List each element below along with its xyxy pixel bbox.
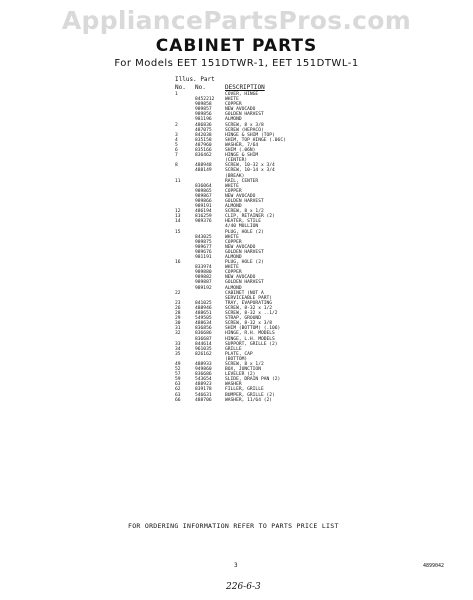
part-description: BOX, JUNCTION bbox=[225, 367, 261, 373]
col-illus-label: Illus. bbox=[175, 76, 197, 83]
illus-number: 2 bbox=[175, 122, 178, 128]
part-number: 844614 bbox=[195, 341, 212, 347]
illus-number: 5 bbox=[175, 142, 178, 148]
part-number: 989192 bbox=[195, 285, 212, 291]
part-number: 842038 bbox=[195, 132, 212, 138]
part-description: WHITE bbox=[225, 234, 239, 240]
part-number: 543654 bbox=[195, 377, 212, 383]
part-number: 488651 bbox=[195, 311, 212, 317]
part-description: RAIL, CENTER bbox=[225, 178, 259, 184]
parts-list bbox=[175, 92, 335, 403]
illus-number: 52 bbox=[175, 367, 181, 373]
part-number: 836462 bbox=[195, 153, 212, 159]
part-number: 836064 bbox=[195, 183, 212, 189]
part-description: SCREW, 8 x 1/2 bbox=[225, 209, 264, 215]
part-description: ALMOND bbox=[225, 204, 242, 210]
part-description: SCREW, 8 x 1/2 bbox=[225, 361, 264, 367]
part-description: HINGE & SHIM bbox=[225, 153, 259, 159]
part-number: 836687 bbox=[195, 336, 212, 342]
part-description: GOLDEN HARVEST bbox=[225, 249, 264, 255]
part-number: 486836 bbox=[195, 122, 212, 128]
illus-number: 4 bbox=[175, 137, 178, 143]
watermark-logo: AppliancePartsPros.com bbox=[61, 6, 412, 35]
page-number: 3 bbox=[234, 562, 238, 569]
part-description: SCREW, 10-14 x 3/4 bbox=[225, 168, 275, 174]
part-description: 4/40 MULLION bbox=[225, 224, 259, 230]
part-description: NEW AVOCADO bbox=[225, 275, 256, 281]
illus-number: 13 bbox=[175, 214, 181, 220]
part-description: ALMOND bbox=[225, 117, 242, 123]
part-description: HINGE, R.H. MODELS bbox=[225, 331, 275, 337]
part-number: 989882 bbox=[195, 275, 212, 281]
part-number: 981196 bbox=[195, 117, 212, 123]
illus-number: 26 bbox=[175, 305, 181, 311]
part-description: ALMOND bbox=[225, 255, 242, 260]
part-description: SERVICEABLE PART) bbox=[225, 295, 273, 301]
part-number: 488933 bbox=[195, 361, 212, 367]
illus-number: 31 bbox=[175, 326, 181, 332]
part-description: NEW AVOCADO bbox=[225, 107, 256, 113]
part-number: 488948 bbox=[195, 163, 212, 169]
part-description: HINGE, L.H. MODELS bbox=[225, 336, 275, 342]
illus-number: 29 bbox=[175, 316, 181, 322]
ordering-note: FOR ORDERING INFORMATION REFER TO PARTS PRICE LIST bbox=[128, 522, 339, 530]
part-description: COPPER bbox=[225, 102, 242, 108]
part-description: LEVELER (2) bbox=[225, 372, 256, 378]
illus-number: 7 bbox=[175, 153, 178, 159]
part-number: 843025 bbox=[195, 234, 212, 240]
illus-number: 59 bbox=[175, 377, 181, 383]
part-number: 835158 bbox=[195, 137, 212, 143]
page-title: CABINET PARTS bbox=[155, 36, 318, 56]
illus-number: 3 bbox=[175, 132, 178, 138]
col-description-label: DESCRIPTION bbox=[225, 84, 265, 91]
part-number: 826162 bbox=[195, 351, 212, 357]
part-description: BUMPER, GRILLE (2) bbox=[225, 392, 275, 398]
illus-number: 22 bbox=[175, 290, 181, 296]
part-description: WASHER, 7/64 bbox=[225, 142, 259, 148]
illus-number: 28 bbox=[175, 311, 181, 317]
illus-number: 63 bbox=[175, 382, 181, 388]
part-description: SCREW (HEPACO) bbox=[225, 127, 264, 133]
illus-number: 32 bbox=[175, 331, 181, 337]
part-description: COPPER bbox=[225, 188, 242, 194]
illus-number: 6 bbox=[175, 148, 178, 154]
part-number: 816259 bbox=[195, 214, 212, 220]
part-description: PLUG, HOLE (2) bbox=[225, 260, 264, 266]
parts-row bbox=[175, 398, 335, 403]
column-header-top bbox=[175, 76, 215, 83]
part-description: (BREAK) bbox=[225, 173, 245, 179]
part-description: SCREW, 8-32 x 3/8 bbox=[225, 321, 273, 327]
part-description: SLIDE, DRAIN PAN (2) bbox=[225, 377, 281, 383]
illus-number: 63 bbox=[175, 392, 181, 398]
illus-number: 15 bbox=[175, 229, 181, 235]
part-number: 836686 bbox=[195, 331, 212, 337]
part-number: 989677 bbox=[195, 244, 212, 250]
part-description: GOLDEN HARVEST bbox=[225, 198, 264, 204]
illus-number: 66 bbox=[175, 397, 181, 403]
part-number: 488946 bbox=[195, 305, 212, 311]
part-number: 989376 bbox=[195, 219, 212, 225]
part-number: 8452212 bbox=[195, 97, 215, 103]
illus-number: 57 bbox=[175, 372, 181, 378]
part-description: WASHER bbox=[225, 382, 242, 388]
models-subtitle: For Models EET 151DTWR-1, EET 151DTWL-1 bbox=[114, 58, 359, 69]
part-number: 981191 bbox=[195, 255, 212, 260]
illus-number: 14 bbox=[175, 219, 181, 225]
part-description: COVER, HINGE bbox=[225, 92, 259, 97]
part-number: 487960 bbox=[195, 142, 212, 148]
part-description: WHITE bbox=[225, 265, 239, 271]
part-description: COPPER bbox=[225, 239, 242, 245]
part-number: 836856 bbox=[195, 326, 212, 332]
part-description: SCREW, 10-32 x 3/4 bbox=[225, 163, 275, 169]
part-number: 487075 bbox=[195, 127, 212, 133]
part-description: GOLDEN HARVEST bbox=[225, 112, 264, 118]
part-description: SHIM (BOTTOM) (.106) bbox=[225, 326, 281, 332]
part-description: SHIM (.06N) bbox=[225, 148, 256, 154]
illus-number: 30 bbox=[175, 321, 181, 327]
part-number: 488923 bbox=[195, 382, 212, 388]
illus-number: 1 bbox=[175, 92, 178, 97]
column-header bbox=[175, 84, 315, 91]
part-number: 989858 bbox=[195, 102, 212, 108]
part-description: COPPER bbox=[225, 270, 242, 276]
part-number: 836686 bbox=[195, 372, 212, 378]
part-description: (CENTER) bbox=[225, 158, 248, 164]
part-description: NEW AVOCADO bbox=[225, 193, 256, 199]
part-number: 546631 bbox=[195, 392, 212, 398]
part-description: ALMOND bbox=[225, 285, 242, 291]
part-description: GRILLE bbox=[225, 346, 242, 352]
illus-number: 23 bbox=[175, 300, 181, 306]
part-description: PLUG, HOLE (2) bbox=[225, 229, 264, 235]
part-description: HEATER, STILE bbox=[225, 219, 261, 225]
part-number: 486194 bbox=[195, 209, 212, 215]
part-description: FILLER, GRILLE bbox=[225, 387, 264, 393]
illus-number: 35 bbox=[175, 351, 181, 357]
part-description: SHIM, TOP HINGE (.06C) bbox=[225, 137, 286, 143]
part-number: 549505 bbox=[195, 316, 212, 322]
col-part-label: Part bbox=[200, 76, 215, 83]
part-number: 839178 bbox=[195, 387, 212, 393]
part-number: 488706 bbox=[195, 397, 212, 403]
part-number: 488634 bbox=[195, 321, 212, 327]
part-number: 989875 bbox=[195, 239, 212, 245]
part-description: WHITE bbox=[225, 183, 239, 189]
illus-number: 8 bbox=[175, 163, 178, 169]
illus-number: 33 bbox=[175, 341, 181, 347]
part-description: (BOTTOM) bbox=[225, 356, 248, 362]
part-description: CABINET (NOT A bbox=[225, 290, 264, 296]
part-description: SCREW, 8-32 x ..1/2 bbox=[225, 311, 278, 317]
part-number: 989865 bbox=[195, 188, 212, 194]
part-number: 989866 bbox=[195, 198, 212, 204]
illus-number: 12 bbox=[175, 209, 181, 215]
part-description: PLATE, CAP bbox=[225, 351, 253, 357]
illus-number: 16 bbox=[175, 260, 181, 266]
part-description: GOLDEN HARVEST bbox=[225, 280, 264, 286]
document-number: 4899042 bbox=[423, 563, 445, 569]
part-number: 989857 bbox=[195, 107, 212, 113]
part-description: CLIP, RETAINER (2) bbox=[225, 214, 275, 220]
part-number: 949860 bbox=[195, 367, 212, 373]
col-part-no-label: No. bbox=[195, 84, 206, 91]
illus-number: 62 bbox=[175, 387, 181, 393]
part-number: 841025 bbox=[195, 300, 212, 306]
part-number: 835166 bbox=[195, 148, 212, 154]
part-number: 989887 bbox=[195, 280, 212, 286]
part-description: SUPPORT, GRILLE (2) bbox=[225, 341, 278, 347]
illus-number: 34 bbox=[175, 346, 181, 352]
illus-number: 49 bbox=[175, 361, 181, 367]
part-description: TRAY, EVAPORATING bbox=[225, 300, 273, 306]
part-number: 833974 bbox=[195, 265, 212, 271]
handwritten-note: 226-6-3 bbox=[226, 582, 261, 592]
part-number: 989856 bbox=[195, 112, 212, 118]
part-description: SCREW, 8-32 x 1/2 bbox=[225, 305, 273, 311]
part-number: 989867 bbox=[195, 193, 212, 199]
part-number: 989880 bbox=[195, 270, 212, 276]
illus-number: 11 bbox=[175, 178, 181, 184]
part-description: WHITE bbox=[225, 97, 239, 103]
part-description: SCREW, 8 x 3/8 bbox=[225, 122, 264, 128]
part-number: 961035 bbox=[195, 346, 212, 352]
part-description: STRAP, GROUND bbox=[225, 316, 261, 322]
part-number: 989676 bbox=[195, 249, 212, 255]
col-no-label: No. bbox=[175, 84, 186, 91]
part-description: HINGE & SHIM (TOP) bbox=[225, 132, 275, 138]
part-description: NEW AVOCADO bbox=[225, 244, 256, 250]
part-number: 488149 bbox=[195, 168, 212, 174]
part-description: WASHER, 11/64 (2) bbox=[225, 397, 273, 403]
part-number: 989191 bbox=[195, 204, 212, 210]
